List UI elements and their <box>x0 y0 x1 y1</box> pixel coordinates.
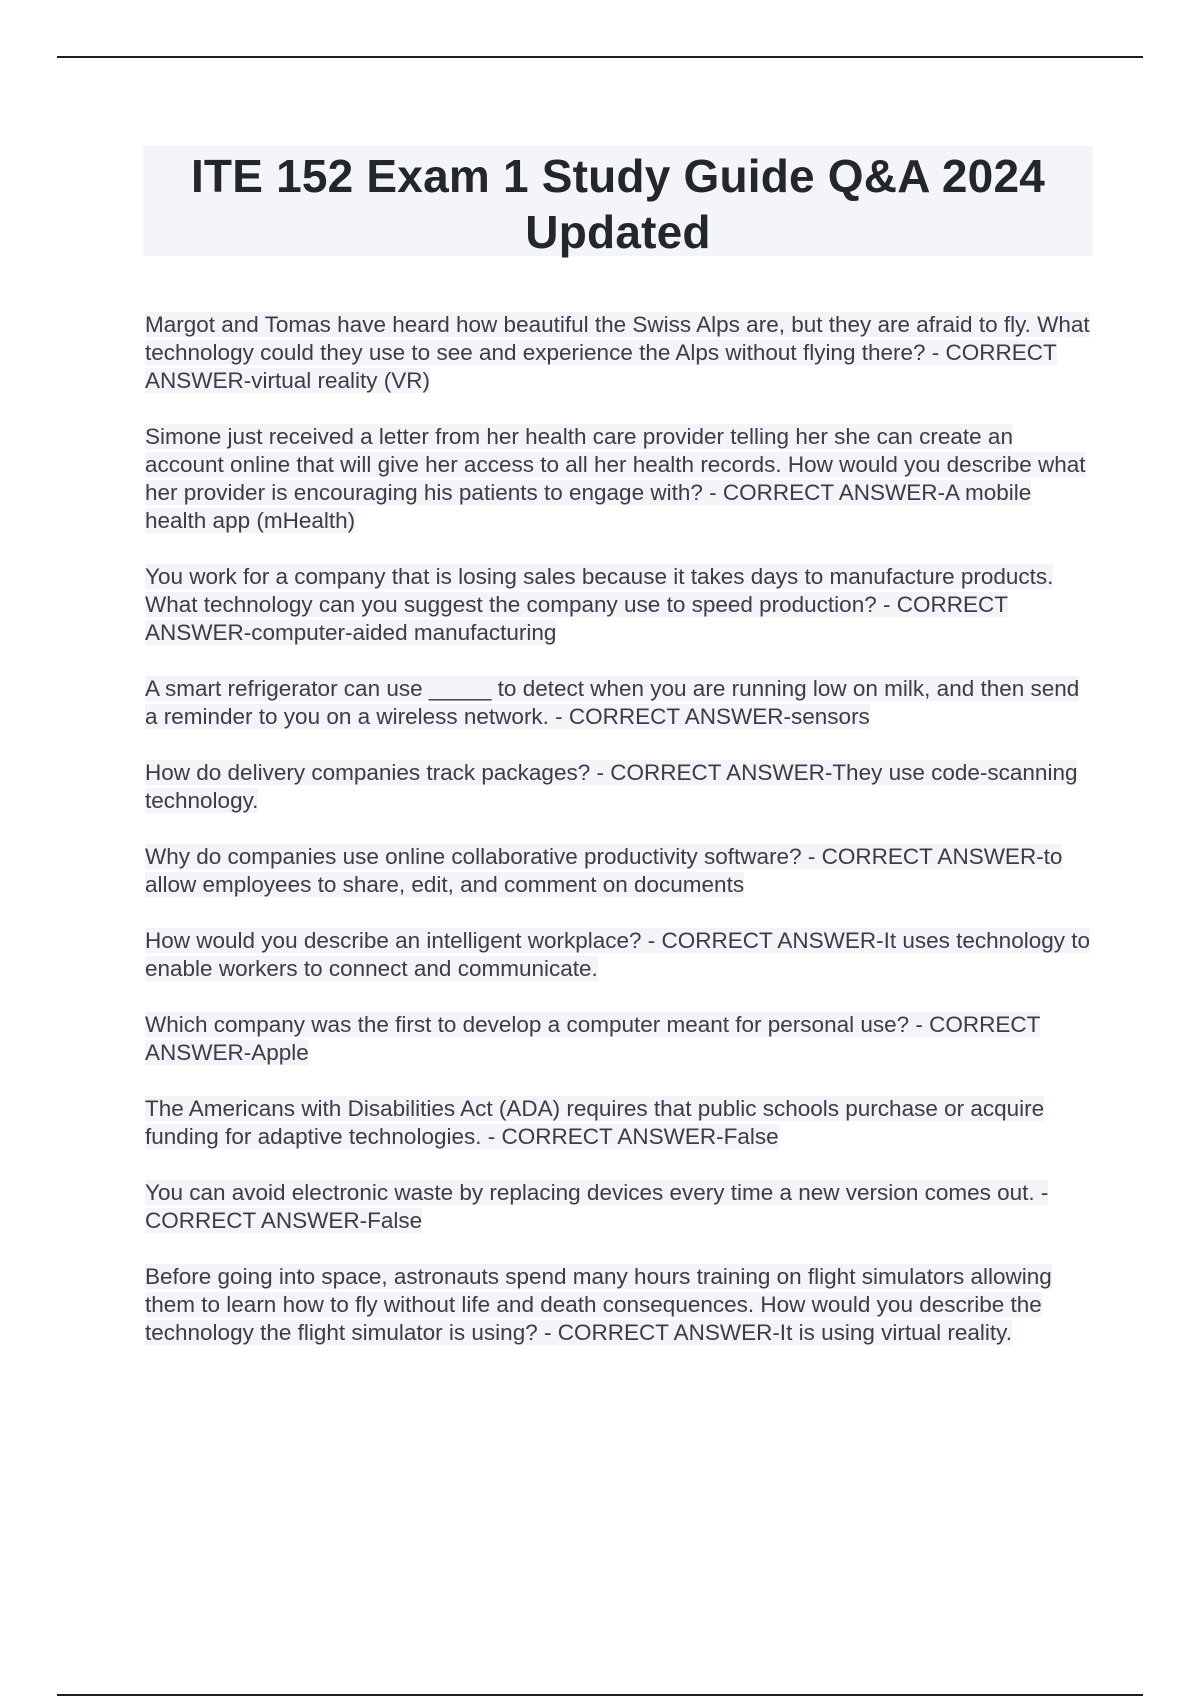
qa-text: Margot and Tomas have heard how beautiful the Swiss Alps are, but they are afraid to fly. What technology could they use to see and experience the Alps without flying there? - CORRECT ANSWER-virtual reality (VR) <box>145 312 1090 393</box>
qa-item <box>145 843 1093 899</box>
page-title <box>143 148 1093 260</box>
qa-item <box>145 759 1093 815</box>
qa-text: Simone just received a letter from her health care provider telling her she can create an account online that will give her access to all her health records. How would you describe what her provider is encouraging his patients to engage with? - CORRECT ANSWER-A mobile health app (mHealth) <box>145 424 1086 533</box>
qa-text: Before going into space, astronauts spend many hours training on flight simulators allowing them to learn how to fly without life and death consequences. How would you describe the technology the flight simulator is using? - CORRECT ANSWER-It is using virtual reality. <box>145 1264 1052 1345</box>
top-rule <box>57 56 1143 58</box>
qa-item <box>145 1263 1093 1347</box>
qa-text: Which company was the first to develop a computer meant for personal use? - CORRECT ANSWER-Apple <box>145 1012 1041 1065</box>
qa-item <box>145 1095 1093 1151</box>
qa-text: The Americans with Disabilities Act (ADA) requires that public schools purchase or acquire funding for adaptive technologies. - CORRECT ANSWER-False <box>145 1096 1045 1149</box>
qa-text: How would you describe an intelligent workplace? - CORRECT ANSWER-It uses technology to enable workers to connect and communicate. <box>145 928 1090 981</box>
qa-item <box>145 1011 1093 1067</box>
qa-item <box>145 563 1093 647</box>
qa-text: A smart refrigerator can use _____ to detect when you are running low on milk, and then send a reminder to you on a wireless network. - CORRECT ANSWER-sensors <box>145 676 1080 729</box>
bottom-rule <box>57 1694 1143 1696</box>
page-title-line-2: Updated <box>525 206 711 258</box>
qa-item <box>145 311 1093 395</box>
qa-text: You work for a company that is losing sales because it takes days to manufacture products. What technology can you suggest the company use to speed production? - CORRECT ANSWER-computer-aided manufacturing <box>145 564 1054 645</box>
page-title-line-1: ITE 152 Exam 1 Study Guide Q&A 2024 <box>190 150 1046 202</box>
qa-item <box>145 423 1093 535</box>
qa-list <box>145 311 1093 1375</box>
title-block <box>143 146 1093 256</box>
qa-item <box>145 675 1093 731</box>
qa-text: Why do companies use online collaborative productivity software? - CORRECT ANSWER-to allow employees to share, edit, and comment on documents <box>145 844 1063 897</box>
qa-item <box>145 1179 1093 1235</box>
qa-text: How do delivery companies track packages? - CORRECT ANSWER-They use code-scanning technology. <box>145 760 1078 813</box>
qa-item <box>145 927 1093 983</box>
qa-text: You can avoid electronic waste by replacing devices every time a new version comes out. - CORRECT ANSWER-False <box>145 1180 1049 1233</box>
